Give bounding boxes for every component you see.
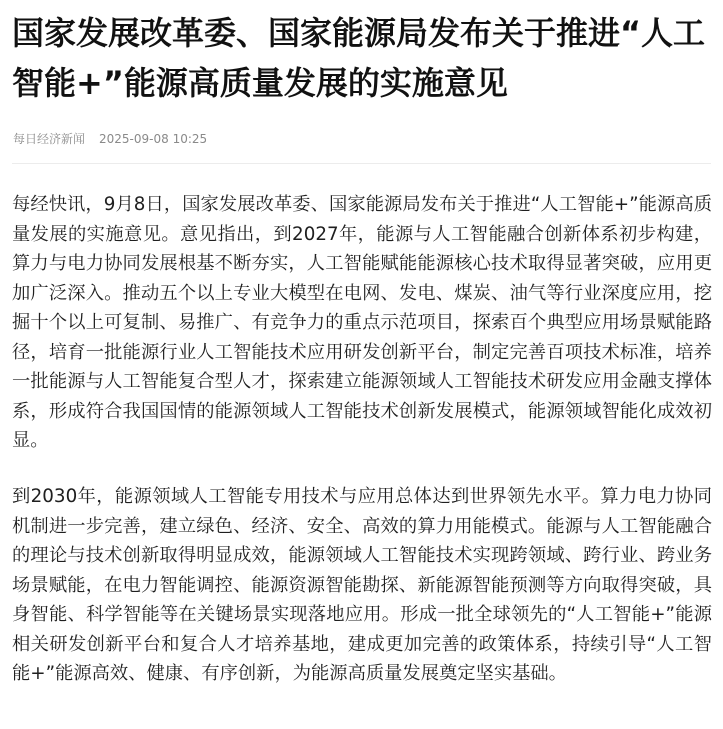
article-paragraph-2: 到2030年，能源领域人工智能专用技术与应用总体达到世界领先水平。算力电力协同机制进一步完善，建立绿色、经济、安全、高效的算力用能模式。能源与人工智能融合的理论与技术创新取得明显成效，能源领域人工智能技术实现跨领域、跨行业、跨业务场景赋能，在电力智能调控、能源资源智能勘探、新能源智能预测等方向取得突破，具身智能、科学智能等在关键场景实现落地应用。形成一批全球领先的“人工智能+”能源相关研发创新平台和复合人才培养基地，建成更加完善的政策体系，持续引导“人工智能+”能源高效、健康、有序创新，为能源高质量发展奠定坚实基础。 (12, 486, 712, 684)
article-paragraph-1: 每经快讯，9月8日，国家发展改革委、国家能源局发布关于推进“人工智能+”能源高质量发展的实施意见。意见指出，到2027年，能源与人工智能融合创新体系初步构建，算力与电力协同发展根基不断夯实，人工智能赋能能源核心技术取得显著突破，应用更加广泛深入。推动五个以上专业大模型在电网、发电、煤炭、油气等行业深度应用，挖掘十个以上可复制、易推广、有竞争力的重点示范项目，探索百个典型应用场景赋能路径，培育一批能源行业人工智能技术应用研发创新平台，制定完善百项技术标准，培养一批能源与人工智能复合型人才，探索建立能源领域人工智能技术研发应用金融支撑体系，形成符合我国国情的能源领域人工智能技术创新发展模式，能源领域智能化成效初显。 (12, 194, 712, 451)
article-datetime: 2025-09-08 10:25 (99, 132, 208, 146)
article-title: 国家发展改革委、国家能源局发布关于推进“人工智能+”能源高质量发展的实施意见 (12, 14, 706, 102)
meta-divider (12, 163, 711, 164)
article-meta (13, 130, 207, 148)
article-source[interactable]: 每日经济新闻 (13, 132, 86, 146)
